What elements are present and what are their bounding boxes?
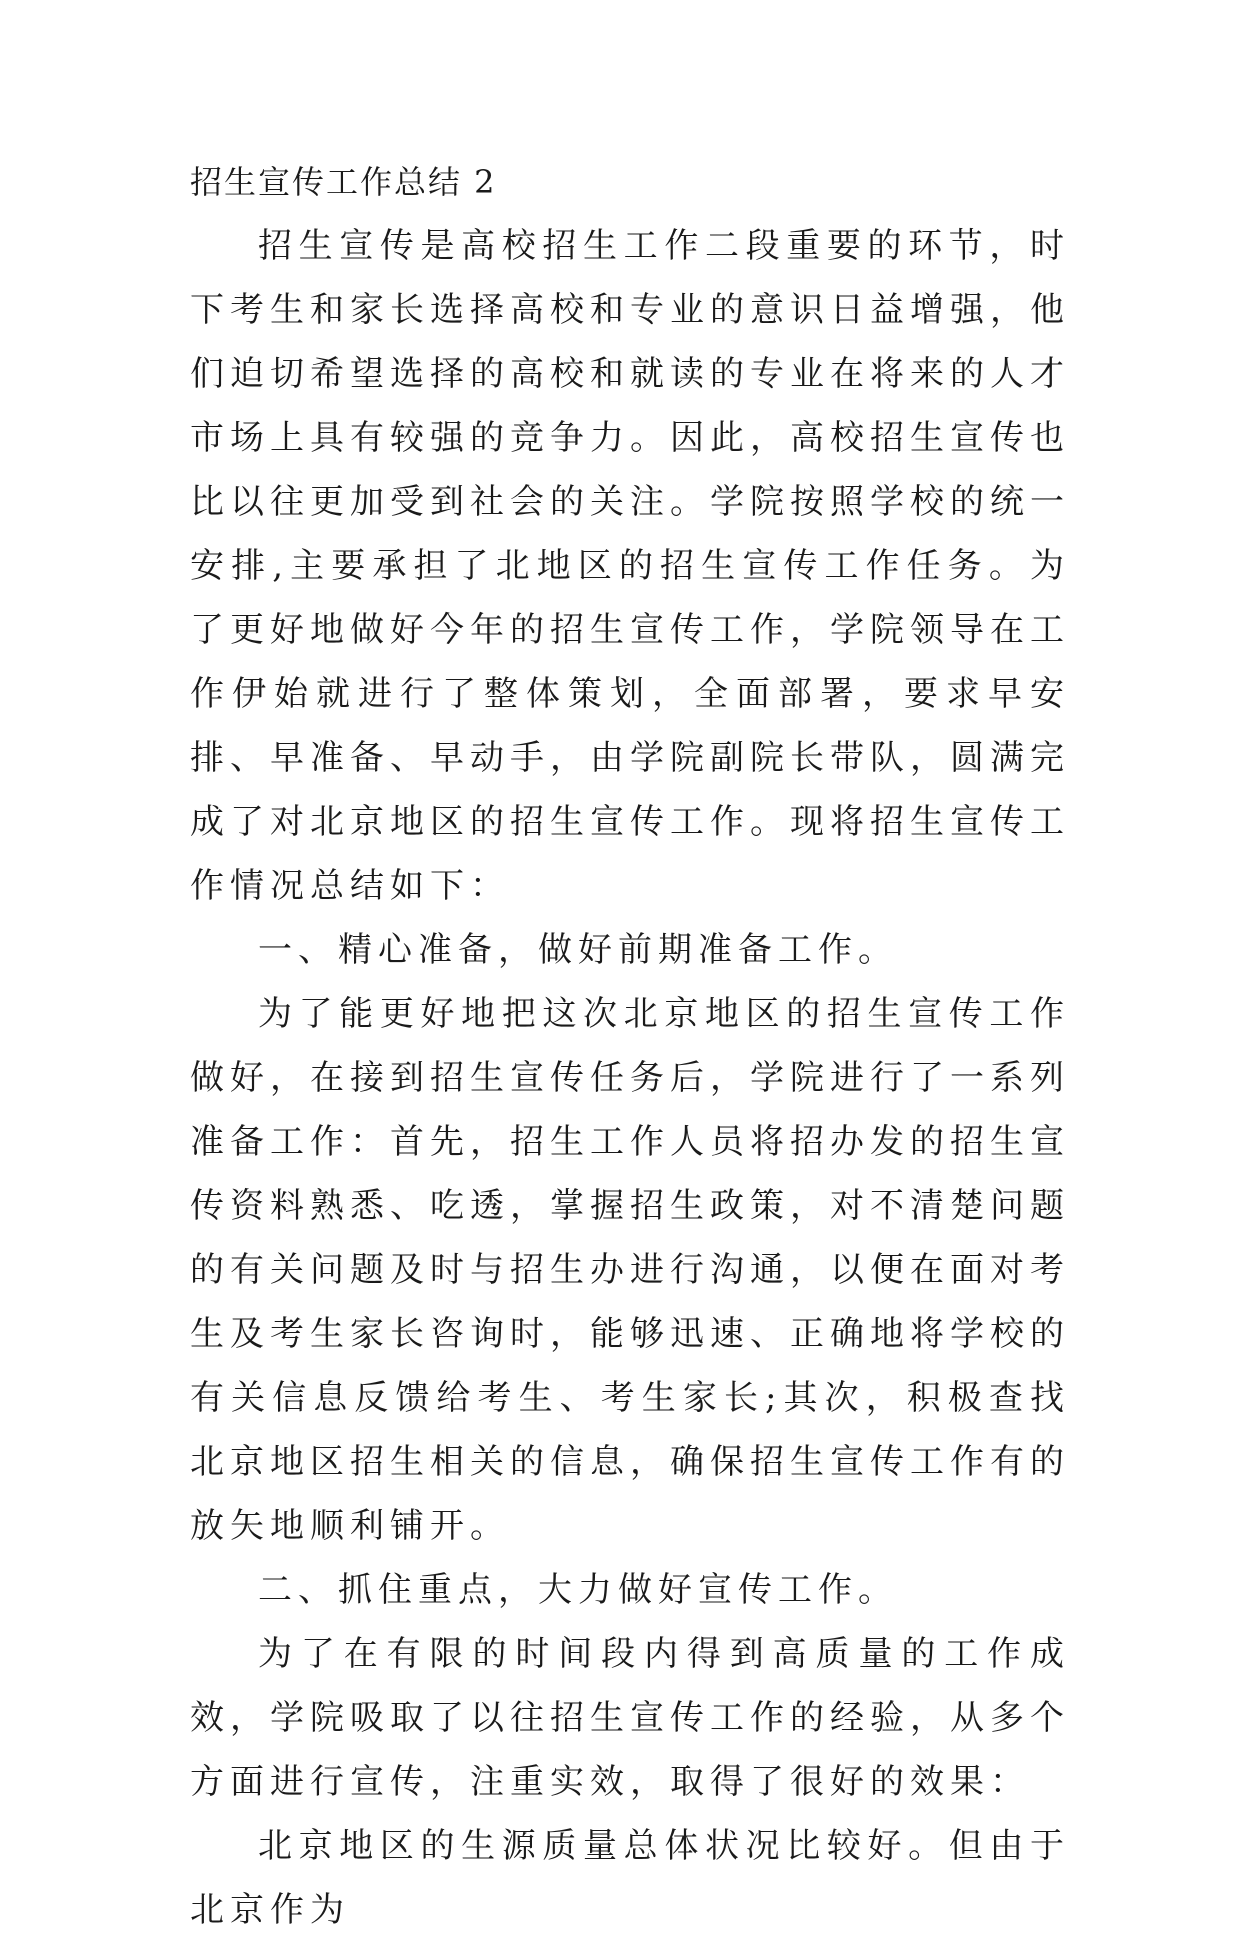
paragraph-beijing: 北京地区的生源质量总体状况比较好。但由于北京作为	[190, 1826, 1070, 1930]
document-body	[190, 150, 1070, 1942]
section-heading-1: 一、精心准备，做好前期准备工作。	[258, 930, 898, 970]
paragraph-focus: 为了在有限的时间段内得到高质量的工作成效，学院吸取了以往招生宣传工作的经验，从多个方面进行宣传，注重实效，取得了很好的效果：	[190, 1634, 1070, 1802]
section-heading-2: 二、抓住重点，大力做好宣传工作。	[258, 1570, 898, 1610]
document-title: 招生宣传工作总结 2	[190, 163, 497, 201]
paragraph-intro: 招生宣传是高校招生工作二段重要的环节，时下考生和家长选择高校和专业的意识日益增强，他们迫切希望选择的高校和就读的专业在将来的人才市场上具有较强的竞争力。因此，高校招生宣传也比以往更加受到社会的关注。学院按照学校的统一安排,主要承担了北地区的招生宣传工作任务。为了更好地做好今年的招生宣传工作，学院领导在工作伊始就进行了整体策划，全面部署，要求早安排、早准备、早动手，由学院副院长带队，圆满完成了对北京地区的招生宣传工作。现将招生宣传工作情况总结如下：	[190, 226, 1070, 906]
paragraph-preparation: 为了能更好地把这次北京地区的招生宣传工作做好，在接到招生宣传任务后，学院进行了一系列准备工作：首先，招生工作人员将招办发的招生宣传资料熟悉、吃透，掌握招生政策，对不清楚问题的有关问题及时与招生办进行沟通，以便在面对考生及考生家长咨询时，能够迅速、正确地将学校的有关信息反馈给考生、考生家长;其次，积极查找北京地区招生相关的信息，确保招生宣传工作有的放矢地顺利铺开。	[190, 994, 1070, 1546]
